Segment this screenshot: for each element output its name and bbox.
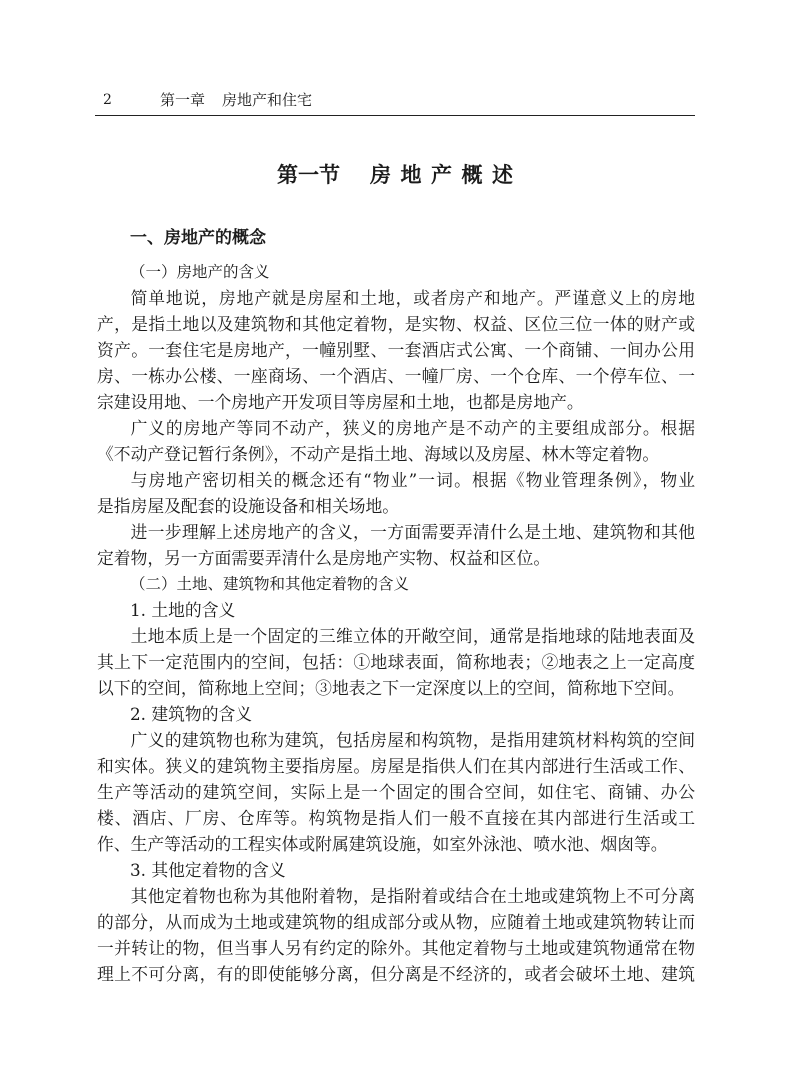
- body-text-line: 进一步理解上述房地产的含义，一方面需要弄清什么是土地、建筑物和其他: [130, 522, 695, 542]
- header-rule: [95, 115, 695, 116]
- body-text: [97, 259, 695, 987]
- numbered-heading: 3. 其他定着物的含义: [130, 860, 286, 880]
- body-text-line: 生产等活动的建筑空间，实际上是一个固定的围合空间，如住宅、商铺、办公: [97, 782, 695, 802]
- body-text-line: 《不动产登记暂行条例》，不动产是指土地、海域以及房屋、林木等定着物。: [97, 444, 660, 464]
- section-name: 房地产概述: [370, 162, 523, 187]
- body-text-line: 和实体。狭义的建筑物主要指房屋。房屋是指供人们在其内部进行生活或工作、: [97, 756, 695, 776]
- subsection-heading: （二）土地、建筑物和其他定着物的含义: [130, 575, 410, 593]
- body-text-line: 定着物，另一方面需要弄清什么是房地产实物、权益和区位。: [97, 548, 551, 568]
- body-text-line: 以下的空间，简称地上空间；③地表之下一定深度以上的空间，简称地下空间。: [97, 678, 685, 698]
- body-text-line: 土地本质上是一个固定的三维立体的开敞空间，通常是指地球的陆地表面及: [130, 626, 695, 646]
- body-text-line: 的部分，从而成为土地或建筑物的组成部分或从物，应随着土地或建筑物转让而: [97, 912, 695, 932]
- body-text-line: 房、一栋办公楼、一座商场、一个酒店、一幢厂房、一个仓库、一个停车位、一: [97, 366, 695, 386]
- body-text-line: 广义的建筑物也称为建筑，包括房屋和构筑物，是指用建筑材料构筑的空间: [130, 730, 695, 750]
- body-text-line: 广义的房地产等同不动产，狭义的房地产是不动产的主要组成部分。根据: [130, 418, 695, 438]
- body-text-line: 其上下一定范围内的空间，包括：①地球表面，简称地表；②地表之上一定高度: [97, 652, 695, 672]
- body-text-line: 资产。一套住宅是房地产，一幢别墅、一套酒店式公寓、一个商铺、一间办公用: [97, 340, 695, 360]
- page-number: 2: [103, 92, 112, 108]
- body-text-line: 是指房屋及配套的设施设备和相关场地。: [97, 496, 400, 516]
- running-header-title: 房地产和住宅: [222, 91, 313, 109]
- body-text-line: 宗建设用地、一个房地产开发项目等房屋和土地，也都是房地产。: [97, 392, 584, 412]
- body-text-line: 与房地产密切相关的概念还有“物业”一词。根据《物业管理条例》，物业: [130, 470, 695, 490]
- numbered-heading: 1. 土地的含义: [130, 600, 236, 620]
- body-text-line: 作、生产等活动的工程实体或附属建筑设施，如室外泳池、喷水池、烟囱等。: [97, 834, 668, 854]
- part-heading: 一、房地产的概念: [130, 228, 266, 248]
- running-header-chapter: 第一章: [160, 91, 206, 109]
- body-text-line: 其他定着物也称为其他附着物，是指附着或结合在土地或建筑物上不可分离: [130, 886, 695, 906]
- body-text-line: 一并转让的物，但当事人另有约定的除外。其他定着物与土地或建筑物通常在物: [97, 938, 695, 958]
- section-title: [0, 160, 790, 190]
- body-text-line: 理上不可分离，有的即使能够分离，但分离是不经济的，或者会破坏土地、建筑: [97, 964, 695, 984]
- body-text-line: 简单地说，房地产就是房屋和土地，或者房产和地产。严谨意义上的房地: [130, 288, 695, 308]
- subsection-heading: （一）房地产的含义: [130, 263, 270, 281]
- body-text-line: 楼、酒店、厂房、仓库等。构筑物是指人们一般不直接在其内部进行生活或工: [97, 808, 695, 828]
- section-number: 第一节: [277, 162, 340, 187]
- numbered-heading: 2. 建筑物的含义: [130, 704, 253, 724]
- body-text-line: 产，是指土地以及建筑物和其他定着物，是实物、权益、区位三位一体的财产或: [97, 314, 695, 334]
